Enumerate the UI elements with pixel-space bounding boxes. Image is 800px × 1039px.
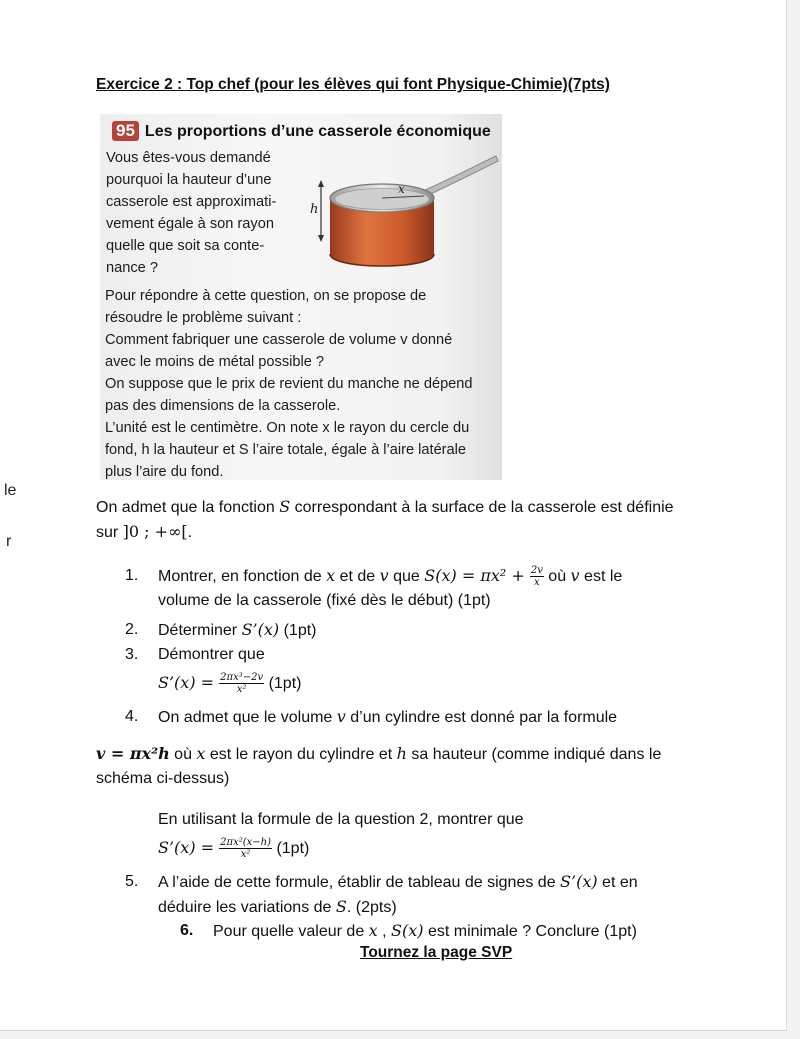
- math-S: S: [279, 497, 291, 516]
- excerpt-line: On suppose que le prix de revient du manche ne dépend: [105, 376, 473, 392]
- math-v: v: [336, 707, 346, 726]
- question-5: [125, 870, 718, 920]
- question-number: 3.: [125, 646, 139, 663]
- excerpt-line: pourquoi la hauteur d’une: [106, 172, 272, 188]
- question-points: (1pt): [276, 840, 310, 857]
- fraction-denominator: x²: [236, 684, 247, 696]
- math-S: S: [335, 897, 347, 916]
- question-text: est minimale ? Conclure (1pt): [423, 923, 637, 940]
- intro-text: .: [187, 524, 193, 541]
- math-derivative: S’(x): [560, 872, 598, 891]
- question-text: Démontrer que: [158, 646, 265, 663]
- question-1: [125, 564, 718, 613]
- page-footer-note: Tournez la page SVP: [360, 944, 513, 961]
- question-number: 4.: [125, 708, 139, 725]
- excerpt-line: Vous êtes-vous demandé: [106, 150, 271, 166]
- question-text: Pour quelle valeur de: [213, 923, 369, 940]
- math-fraction: [219, 672, 264, 695]
- question-number: 2.: [125, 621, 139, 638]
- question-text: est le: [579, 568, 623, 585]
- question-text: et en: [597, 874, 638, 891]
- question-text: ,: [377, 923, 392, 940]
- question-text: En utilisant la formule de la question 2, montrer que: [158, 811, 524, 828]
- math-x: x: [368, 921, 378, 940]
- excerpt-upper-text: [106, 147, 306, 279]
- question-number: 6.: [180, 922, 194, 939]
- margin-clip-text: le: [4, 482, 17, 499]
- excerpt-line: plus l’aire du fond.: [105, 464, 224, 480]
- exercise-number-badge: 95: [112, 121, 139, 141]
- question-text: déduire les variations de: [158, 899, 336, 916]
- math-formula: S(x) = πx² +: [424, 566, 530, 585]
- question-number: 1.: [125, 567, 139, 584]
- excerpt-line: quelle que soit sa conte-: [106, 238, 265, 254]
- question-text: . (2pts): [346, 899, 397, 916]
- excerpt-line: Comment fabriquer une casserole de volume v donné: [105, 332, 453, 348]
- excerpt-line: nance ?: [106, 260, 158, 276]
- question-points: (1pt): [268, 675, 302, 692]
- math-derivative: S’(x): [241, 620, 280, 639]
- question-text: où: [543, 568, 571, 585]
- fraction-numerator: 2πx³−2v: [220, 672, 264, 684]
- excerpt-line: Pour répondre à cette question, on se propose de: [105, 288, 427, 304]
- figure-label-h: h: [310, 202, 319, 217]
- excerpt-line: fond, h la hauteur et S l’aire totale, égale à l’aire latérale: [105, 442, 467, 458]
- fraction-numerator: 2πx²(x−h): [220, 837, 271, 849]
- question-text: On admet que le volume: [158, 709, 337, 726]
- question-text: sa hauteur (comme indiqué dans le: [406, 746, 662, 763]
- margin-clip-text: r: [6, 533, 12, 550]
- question-text: Déterminer: [158, 622, 242, 639]
- intro-text: On admet que la fonction: [96, 499, 280, 516]
- math-S-of-x: S(x): [391, 921, 424, 940]
- volume-formula-paragraph: [96, 742, 736, 791]
- excerpt-line: résoudre le problème suivant :: [105, 310, 302, 326]
- intro-paragraph: [96, 495, 736, 545]
- excerpt-title: [112, 121, 491, 141]
- excerpt-line: pas des dimensions de la casserole.: [105, 398, 341, 414]
- math-interval: ]0 ; +∞[: [122, 522, 188, 541]
- math-derivative: S’(x) =: [158, 673, 220, 692]
- question-text: Montrer, en fonction de: [158, 568, 327, 585]
- question-text: A l’aide de cette formule, établir de tableau de signes de: [158, 874, 561, 891]
- math-fraction: [530, 565, 544, 588]
- question-4: [125, 705, 618, 730]
- excerpt-line: avec le moins de métal possible ?: [105, 354, 325, 370]
- question-text: est le rayon du cylindre et: [205, 746, 397, 763]
- math-volume-formula: v = πx²h: [96, 744, 170, 763]
- math-fraction: [219, 837, 272, 860]
- math-x: x: [196, 744, 206, 763]
- question-4-subpart: [158, 808, 524, 861]
- question-text: d’un cylindre est donné par la formule: [345, 709, 618, 726]
- question-text: et de: [335, 568, 380, 585]
- math-derivative: S’(x) =: [158, 838, 220, 857]
- question-text: (1pt): [279, 622, 317, 639]
- question-text: schéma ci-dessus): [96, 770, 230, 787]
- fraction-denominator: x: [534, 577, 540, 589]
- question-2: [125, 618, 317, 643]
- question-text: où: [169, 746, 197, 763]
- excerpt-line: L’unité est le centimètre. On note x le rayon du cercle du: [105, 420, 470, 436]
- textbook-excerpt: [100, 114, 502, 480]
- intro-text: sur: [96, 524, 123, 541]
- exercise-title: Exercice 2 : Top chef (pour les élèves qui font Physique-Chimie)(7pts): [96, 76, 610, 93]
- excerpt-line: casserole est approximati-: [106, 194, 277, 210]
- intro-text: correspondant à la surface de la casserole est définie: [290, 499, 674, 516]
- excerpt-lower-text: [105, 285, 497, 483]
- figure-label-x: x: [398, 182, 405, 196]
- question-3: [125, 643, 302, 696]
- fraction-denominator: x²: [240, 849, 251, 861]
- question-text: que: [388, 568, 425, 585]
- question-text: volume de la casserole (fixé dès le début) (1pt): [158, 592, 491, 609]
- saucepan-illustration: [306, 146, 502, 286]
- math-v: v: [570, 566, 580, 585]
- math-h: h: [396, 744, 407, 763]
- fraction-numerator: 2v: [530, 565, 543, 577]
- excerpt-line: vement égale à son rayon: [106, 216, 274, 232]
- math-v: v: [379, 566, 389, 585]
- excerpt-title-text: Les proportions d’une casserole économique: [144, 123, 491, 140]
- question-6: [180, 919, 637, 944]
- question-number: 5.: [125, 873, 139, 890]
- math-x: x: [326, 566, 336, 585]
